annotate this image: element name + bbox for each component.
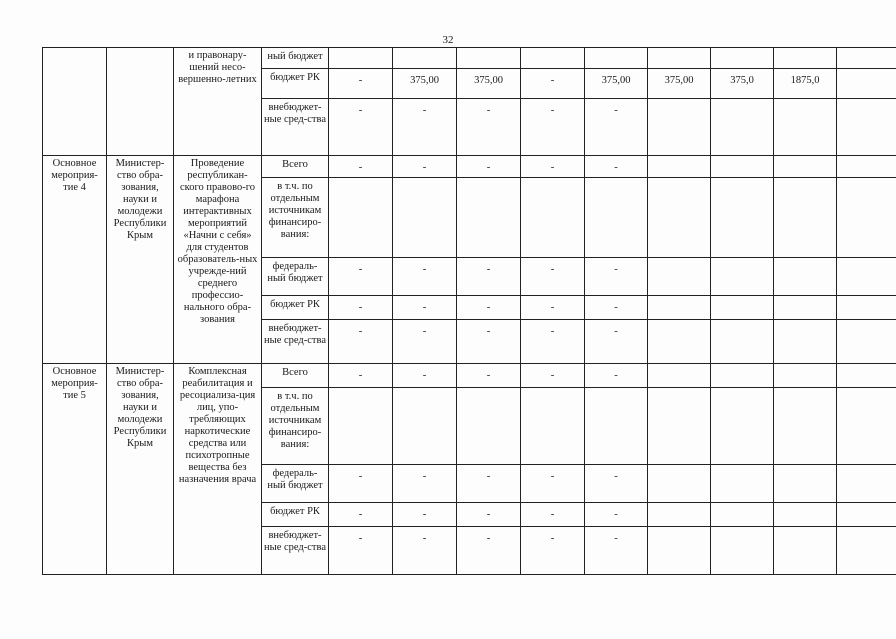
value-cell [774, 503, 837, 527]
funding-source-cell: бюджет РК [262, 503, 329, 527]
funding-source-cell: бюджет РК [262, 296, 329, 320]
value-cell: - [585, 320, 648, 364]
value-cell [711, 48, 774, 69]
page-number: 32 [442, 34, 454, 46]
value-cell: - [521, 465, 585, 503]
value-cell: - [521, 69, 585, 99]
value-cell: 375,00 [585, 69, 648, 99]
value-cell: - [521, 527, 585, 575]
value-cell [711, 527, 774, 575]
value-cell: - [393, 99, 457, 156]
value-cell: - [521, 99, 585, 156]
value-cell: - [329, 527, 393, 575]
value-cell [329, 178, 393, 258]
value-cell [837, 99, 896, 156]
value-cell: - [585, 527, 648, 575]
value-cell: - [393, 258, 457, 296]
value-cell [711, 178, 774, 258]
value-cell [648, 99, 711, 156]
funding-source-cell: внебюджет-ные сред-ства [262, 527, 329, 575]
activity-label: Основное мероприя-тие 4 [43, 156, 107, 364]
value-cell: - [457, 527, 521, 575]
value-cell [648, 527, 711, 575]
value-cell [585, 48, 648, 69]
value-cell [774, 258, 837, 296]
value-cell [711, 388, 774, 465]
value-cell [521, 178, 585, 258]
value-cell [457, 48, 521, 69]
value-cell [837, 258, 896, 296]
value-cell: - [585, 258, 648, 296]
value-cell: 375,00 [648, 69, 711, 99]
value-cell: - [521, 320, 585, 364]
value-cell: - [393, 320, 457, 364]
activity-label: Основное мероприя-тие 5 [43, 364, 107, 575]
value-cell: - [457, 296, 521, 320]
funding-source-cell: в т.ч. по отдельным источникам финансиро-вания: [262, 388, 329, 465]
value-cell [837, 48, 896, 69]
value-cell [648, 178, 711, 258]
value-cell [585, 178, 648, 258]
value-cell: - [585, 156, 648, 178]
value-cell [774, 99, 837, 156]
value-cell [774, 156, 837, 178]
value-cell [457, 178, 521, 258]
value-cell [774, 388, 837, 465]
value-cell [648, 258, 711, 296]
value-cell [837, 388, 896, 465]
value-cell: - [521, 503, 585, 527]
value-cell [774, 527, 837, 575]
value-cell [837, 178, 896, 258]
value-cell [648, 388, 711, 465]
funding-source-cell: ный бюджет [262, 48, 329, 69]
value-cell [774, 465, 837, 503]
value-cell [837, 296, 896, 320]
value-cell: - [329, 156, 393, 178]
value-cell: - [329, 258, 393, 296]
value-cell: - [457, 465, 521, 503]
value-cell [648, 465, 711, 503]
value-cell [711, 99, 774, 156]
description-cell: Проведение республикан-ского правово-го марафона интерактивных мероприятий «Начни с себя» для студентов образователь-ных учрежде-ний среднего профессио-нального обра-зования [174, 156, 262, 364]
value-cell [711, 465, 774, 503]
value-cell: 375,00 [393, 69, 457, 99]
funding-source-cell: Всего [262, 156, 329, 178]
value-cell [837, 465, 896, 503]
value-cell: - [585, 296, 648, 320]
table-row [43, 48, 896, 69]
value-cell: - [393, 503, 457, 527]
value-cell: - [521, 296, 585, 320]
description-cell: и правонару-шений несо-вершенно-летних [174, 48, 262, 156]
value-cell [837, 69, 896, 99]
table-body [43, 48, 896, 575]
value-cell [648, 296, 711, 320]
value-cell [711, 364, 774, 388]
value-cell [329, 388, 393, 465]
value-cell [711, 258, 774, 296]
value-cell: - [393, 156, 457, 178]
value-cell [774, 178, 837, 258]
value-cell: 1875,0 [774, 69, 837, 99]
value-cell: 375,0 [711, 69, 774, 99]
table-row [43, 364, 896, 388]
value-cell [711, 503, 774, 527]
value-cell [521, 388, 585, 465]
value-cell: - [393, 296, 457, 320]
value-cell: - [521, 258, 585, 296]
value-cell: - [329, 364, 393, 388]
value-cell [711, 296, 774, 320]
value-cell: - [585, 503, 648, 527]
value-cell: - [457, 503, 521, 527]
value-cell [393, 388, 457, 465]
value-cell [329, 48, 393, 69]
description-cell: Комплексная реабилитация и ресоциализа-ция лиц, упо-требляющих наркотические средства или психотропные вещества без назначения врача [174, 364, 262, 575]
funding-source-cell: Всего [262, 364, 329, 388]
funding-source-cell: в т.ч. по отдельным источникам финансиро-вания: [262, 178, 329, 258]
executor-cell: Министер-ство обра-зования, науки и молодежи Республики Крым [107, 156, 174, 364]
value-cell [648, 364, 711, 388]
value-cell [585, 388, 648, 465]
value-cell: - [585, 364, 648, 388]
table-row [43, 156, 896, 178]
label-cell [43, 48, 107, 156]
financing-table [42, 47, 896, 575]
value-cell: - [329, 69, 393, 99]
value-cell: - [393, 527, 457, 575]
value-cell: - [457, 99, 521, 156]
value-cell: - [585, 99, 648, 156]
value-cell [774, 364, 837, 388]
executor-cell [107, 48, 174, 156]
value-cell: - [585, 465, 648, 503]
value-cell [393, 48, 457, 69]
value-cell: - [521, 364, 585, 388]
value-cell: 375,00 [457, 69, 521, 99]
value-cell: - [457, 258, 521, 296]
funding-source-cell: внебюджет-ные сред-ства [262, 99, 329, 156]
value-cell: - [457, 364, 521, 388]
value-cell: - [329, 296, 393, 320]
funding-source-cell: внебюджет-ные сред-ства [262, 320, 329, 364]
value-cell [457, 388, 521, 465]
value-cell [837, 527, 896, 575]
value-cell [837, 320, 896, 364]
value-cell [774, 296, 837, 320]
funding-source-cell: бюджет РК [262, 69, 329, 99]
funding-source-cell: федераль-ный бюджет [262, 465, 329, 503]
value-cell [521, 48, 585, 69]
value-cell: - [329, 320, 393, 364]
value-cell: - [457, 156, 521, 178]
value-cell [648, 156, 711, 178]
value-cell [837, 364, 896, 388]
value-cell: - [329, 99, 393, 156]
funding-source-cell: федераль-ный бюджет [262, 258, 329, 296]
value-cell [837, 156, 896, 178]
value-cell: - [457, 320, 521, 364]
value-cell [648, 503, 711, 527]
value-cell: - [393, 465, 457, 503]
value-cell [711, 156, 774, 178]
value-cell: - [329, 503, 393, 527]
value-cell [837, 503, 896, 527]
value-cell [648, 320, 711, 364]
value-cell [774, 320, 837, 364]
value-cell: - [393, 364, 457, 388]
value-cell [711, 320, 774, 364]
value-cell [393, 178, 457, 258]
executor-cell: Министер-ство обра-зования, науки и молодежи Республики Крым [107, 364, 174, 575]
value-cell: - [329, 465, 393, 503]
value-cell: - [521, 156, 585, 178]
value-cell [774, 48, 837, 69]
value-cell [648, 48, 711, 69]
